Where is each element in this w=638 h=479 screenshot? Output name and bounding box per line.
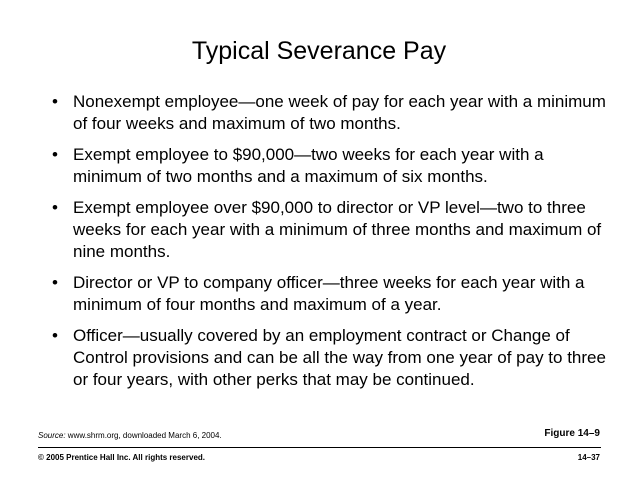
bullet-text: Officer—usually covered by an employment contract or Change of Control provisions and can be all the way from one year of pay to three or four years, with other perks that may be continued. [73, 326, 606, 389]
bullet-icon: • [52, 92, 58, 111]
bullet-icon: • [52, 198, 58, 217]
bullet-icon: • [52, 145, 58, 164]
copyright-notice: © 2005 Prentice Hall Inc. All rights reserved. [38, 453, 206, 462]
page-number: 14–37 [577, 453, 600, 462]
bullet-icon: • [52, 326, 58, 345]
bullet-item [46, 325, 606, 391]
bullet-text: Director or VP to company officer—three weeks for each year with a minimum of four months and maximum of a year. [73, 273, 585, 314]
figure-label: Figure 14–9 [544, 428, 600, 439]
bullet-text: Exempt employee to $90,000—two weeks for each year with a minimum of two months and a maximum of six months. [73, 145, 544, 186]
source-note [38, 431, 222, 441]
bullet-icon: • [52, 273, 58, 292]
bullet-text: Nonexempt employee—one week of pay for each year with a minimum of four weeks and maximum of two months. [73, 92, 606, 133]
source-label: Source: [38, 431, 66, 440]
bullet-item [46, 144, 606, 188]
bullet-item [46, 197, 606, 263]
footer-divider [38, 447, 601, 448]
slide-title: Typical Severance Pay [191, 37, 447, 65]
bullet-item [46, 91, 606, 135]
bullet-text: Exempt employee over $90,000 to director or VP level—two to three weeks for each year with a minimum of three months and maximum of nine months. [73, 198, 602, 261]
source-text: www.shrm.org, downloaded March 6, 2004. [65, 431, 222, 440]
bullet-item [46, 272, 606, 316]
bullet-list [46, 91, 606, 400]
